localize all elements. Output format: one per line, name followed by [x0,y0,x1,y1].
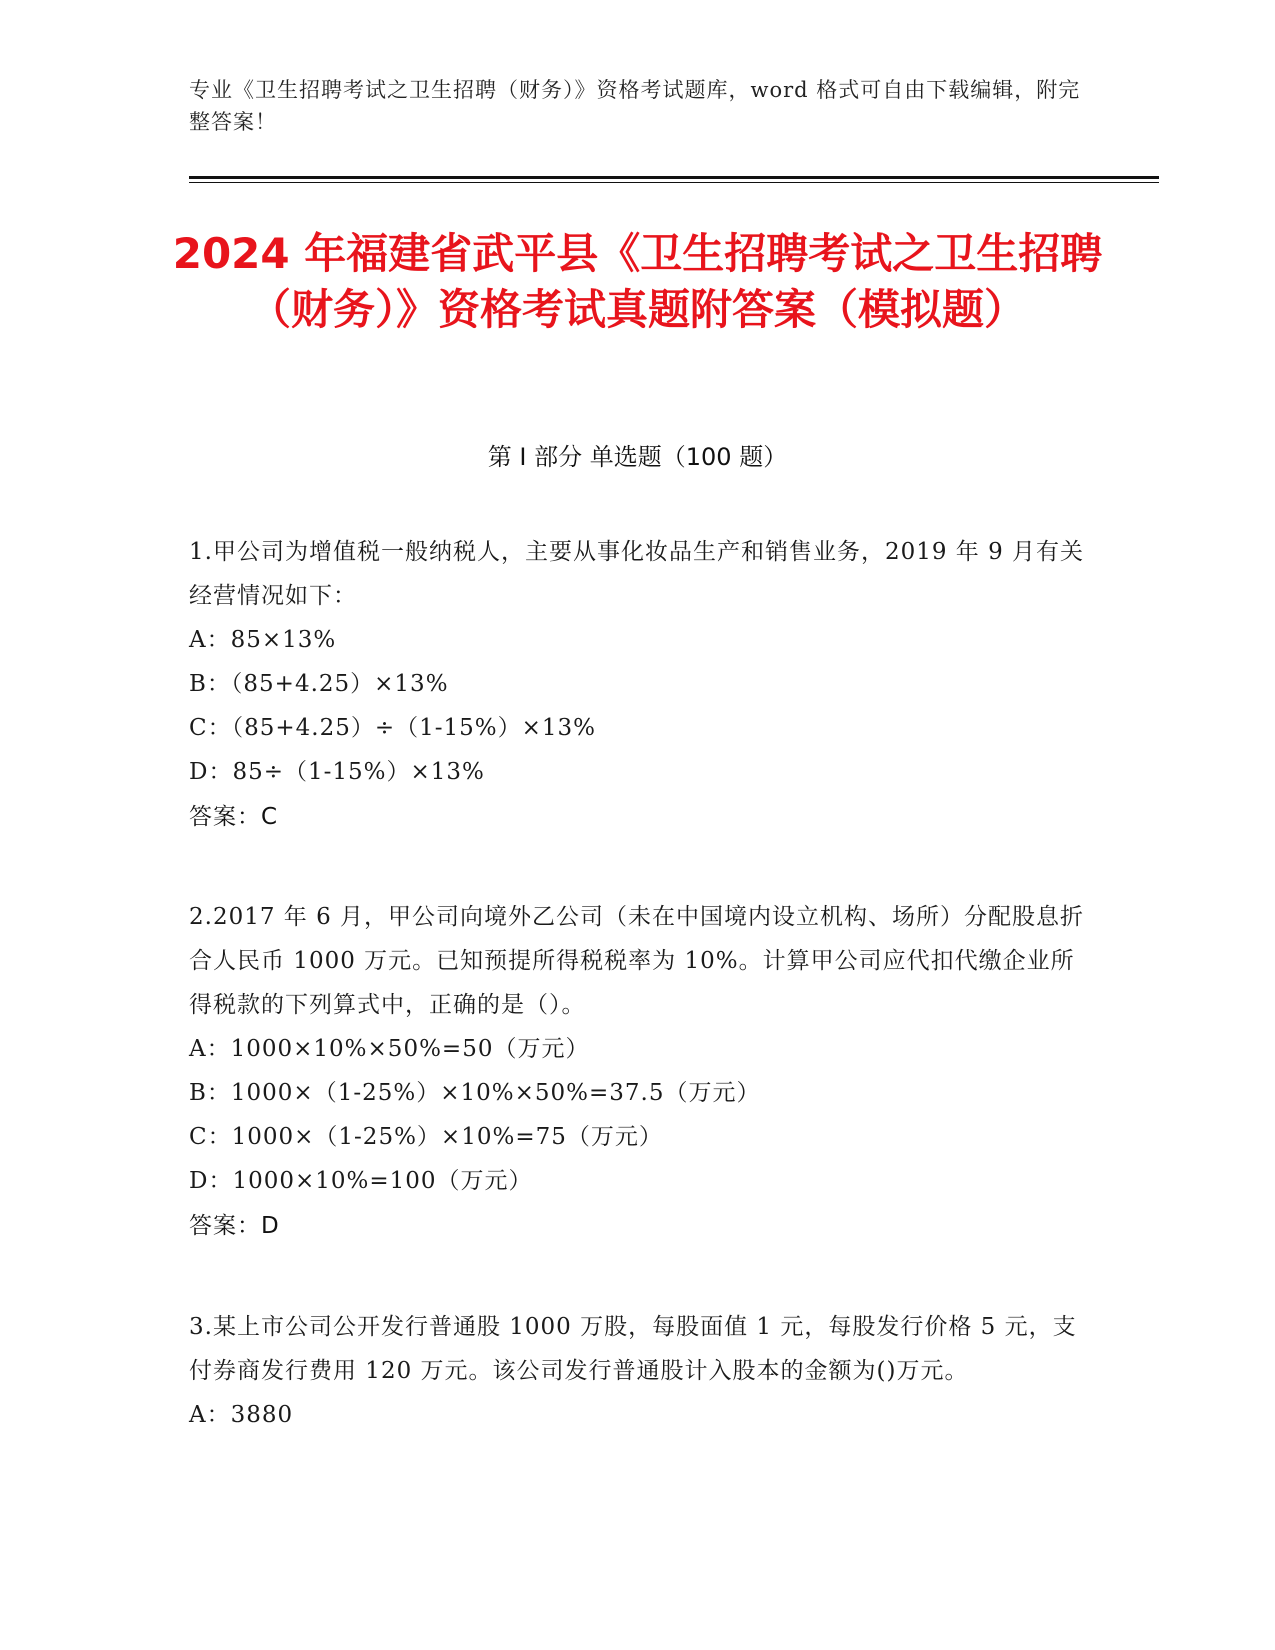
option-b: B：1000×（1-25%）×10%×50%=37.5（万元） [189,1080,761,1106]
option-a: A：3880 [189,1402,294,1428]
header-divider-thin [189,182,1159,183]
option-a: A：1000×10%×50%=50（万元） [189,1036,590,1062]
option-c: C：（85+4.25）÷（1-15%）×13% [189,715,597,741]
question-stem: 2.2017 年 6 月，甲公司向境外乙公司（未在中国境内设立机构、场所）分配股息折合人民币 1000 万元。已知预提所得税税率为 10%。计算甲公司应代扣代缴企业所得税款的下列算式中，正确的是（）。 [189,904,1085,1018]
header-note: 专业《卫生招聘考试之卫生招聘（财务）》资格考试题库，word 格式可自由下载编辑，附完整答案！ [189,78,1081,134]
answer-line: 答案：D [189,1213,280,1239]
answer-line: 答案：C [189,804,279,830]
option-a: A：85×13% [189,627,337,653]
section-heading: 第 I 部分 单选题（100 题） [487,443,788,471]
question-2 [189,895,1089,1249]
question-stem: 1.甲公司为增值税一般纳税人，主要从事化妆品生产和销售业务，2019 年 9 月有关经营情况如下： [189,539,1085,609]
header-divider-thick [189,176,1159,179]
question-1 [189,530,1089,840]
option-d: D：85÷（1-15%）×13% [189,759,485,785]
option-c: C：1000×（1-25%）×10%=75（万元） [189,1124,663,1150]
option-b: B：（85+4.25）×13% [189,671,449,697]
question-stem: 3.某上市公司公开发行普通股 1000 万股，每股面值 1 元，每股发行价格 5 元，支付券商发行费用 120 万元。该公司发行普通股计入股本的金额为()万元。 [189,1314,1077,1384]
option-d: D：1000×10%=100（万元） [189,1168,533,1194]
question-3 [189,1305,1089,1437]
document-title: 2024 年福建省武平县《卫生招聘考试之卫生招聘（财务）》资格考试真题附答案（模拟题） [172,229,1103,334]
